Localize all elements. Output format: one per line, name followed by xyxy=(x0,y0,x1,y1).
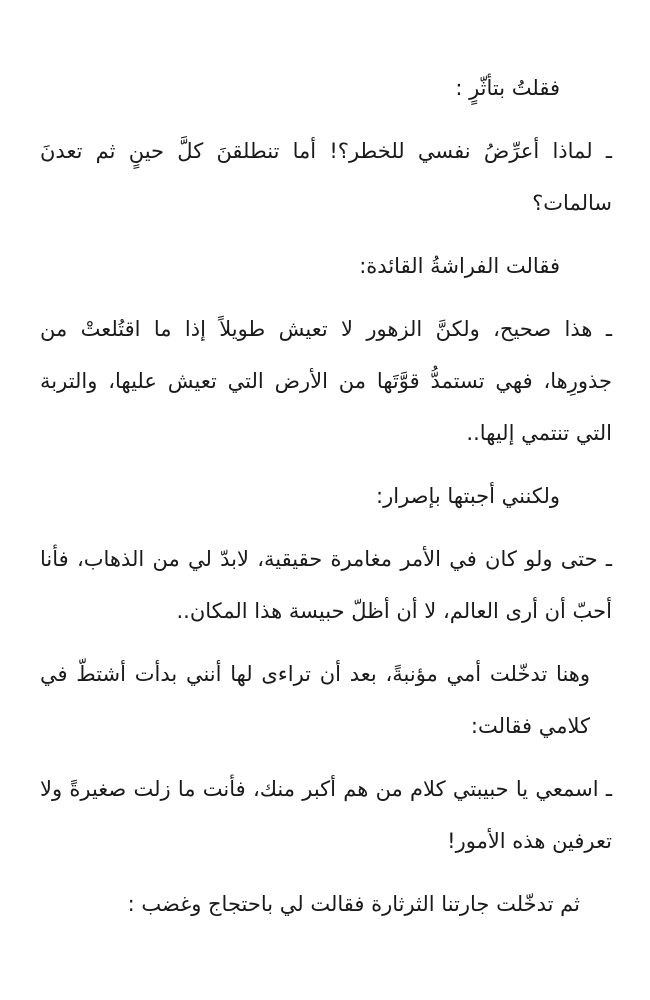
paragraph: ثم تدخّلت جارتنا الثرثارة فقالت لي باحتجاج وغضب : xyxy=(127,892,580,916)
paragraph: ولكنني أجبتها بإصرار: xyxy=(376,484,560,508)
page-text xyxy=(40,62,612,941)
paragraph: ـ لماذا أعرِّضُ نفسي للخطر؟! أما تنطلقنَ كلَّ حينٍ ثم تعدنَ سالمات؟ xyxy=(40,139,612,215)
paragraph: ـ حتى ولو كان في الأمر مغامرة حقيقية، لابدّ لي من الذهاب، فأنا أحبّ أن أرى العالم، لا أن أظلّ حبيسة هذا المكان.. xyxy=(40,547,612,623)
paragraph: ـ هذا صحيح، ولكنَّ الزهور لا تعيش طويلاً إذا ما اقتُلعتْ من جذورِها، فهي تستمدُّ قوَّتَها من الأرض التي تعيش عليها، والتربة التي تنتمي إليها.. xyxy=(40,317,612,445)
paragraph: ـ اسمعي يا حبيبتي كلام من هم أكبر منك، فأنت ما زلت صغيرةً ولا تعرفين هذه الأمور! xyxy=(40,777,612,853)
paragraph: فقلتُ بتأثّرٍ : xyxy=(455,76,560,100)
paragraph: وهنا تدخّلت أمي مؤنبةً، بعد أن تراءى لها أنني بدأت أشتطّ في كلامي فقالت: xyxy=(40,662,590,738)
paragraph: فقالت الفراشةُ القائدة: xyxy=(359,254,560,278)
